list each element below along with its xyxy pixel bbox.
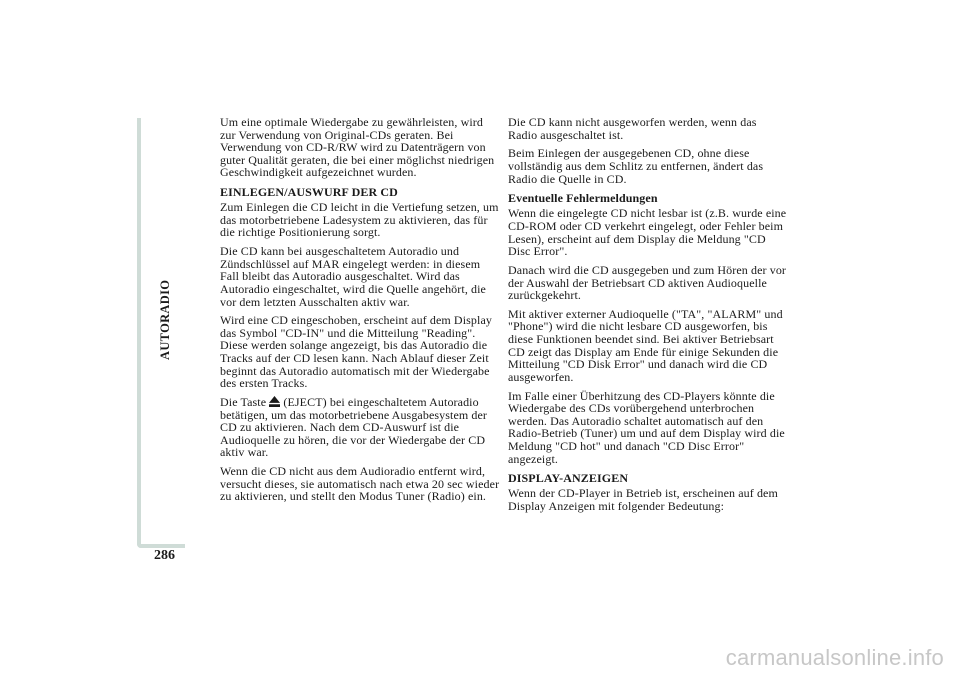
paragraph: Die CD kann bei ausgeschaltetem Autoradio und Zündschlüssel auf MAR eingelegt werden: in diesem Fall bleibt das Autoradio ausgeschaltet. Wird das Autoradio eingeschaltet, wird die Quelle angehört, die vor dem letzten Ausschalten aktiv war. xyxy=(220,244,486,309)
right-column xyxy=(508,116,788,519)
section-heading-display: DISPLAY-ANZEIGEN xyxy=(508,471,629,486)
watermark: carmanualsonline.info xyxy=(725,645,944,670)
paragraph: Mit aktiver externer Audioquelle ("TA", "ALARM" und "Phone") wird die nicht lesbare CD ausgeworfen, bis diese Funktionen beendet sind. Bei aktiver Betriebsart CD zeigt das Display am Ende für einige Sekunden die Mitteilung "CD Disk Error" und danach wird die CD ausgeworfen. xyxy=(508,306,783,384)
side-decorative-line xyxy=(137,118,141,548)
paragraph: Um eine optimale Wiedergabe zu gewährleisten, wird zur Verwendung von Original-CDs geraten. Bei Verwendung von CD-R/RW wird zu Datenträgern von guter Qualität geraten, die bei einer möglichst niedrigen Geschwindigkeit aufgezeichnet wurden. xyxy=(220,115,495,180)
paragraph: Danach wird die CD ausgegeben und zum Hören der vor der Auswahl der Betriebsart CD aktiven Audioquelle zurückgekehrt. xyxy=(508,262,787,303)
eject-icon xyxy=(269,396,280,407)
page-number: 286 xyxy=(154,548,175,563)
subheading-error-messages: Eventuelle Fehlermeldungen xyxy=(508,191,658,206)
paragraph: Zum Einlegen die CD leicht in die Vertiefung setzen, um das motorbetriebene Ladesystem zu aktivieren, das für die richtige Positionierung sorgt. xyxy=(220,200,499,240)
eject-text-after: (EJECT) bei eingeschaltetem Autoradio betätigen, um das motorbetriebene Ausgabesystem der CD zu aktivieren. Nach dem CD-Auswurf ist die Audioquelle zu hören, die vor der Wiedergabe der CD aktiv war. xyxy=(220,395,488,460)
paragraph: Wenn der CD-Player in Betrieb ist, erscheinen auf dem Display Anzeigen mit folgender Bedeutung: xyxy=(508,486,778,513)
paragraph: Beim Einlegen der ausgegebenen CD, ohne diese vollständig aus dem Schlitz zu entfernen, ändert das Radio die Quelle in CD. xyxy=(508,146,764,186)
section-label: AUTORADIO xyxy=(158,279,172,360)
paragraph: Im Falle einer Überhitzung des CD-Players könnte die Wiedergabe des CDs vorübergehend unterbrochen werden. Das Autoradio schaltet automatisch auf den Radio-Betrieb (Tuner) um und auf dem Display wird die Meldung "CD hot" und danach "CD Disc Error" angezeigt. xyxy=(508,388,785,466)
paragraph: Wird eine CD eingeschoben, erscheint auf dem Display das Symbol "CD-IN" und die Mitteilung "Reading". Diese werden solange angezeigt, bis das Autoradio die Tracks auf der CD lesen kann. Nach Ablauf dieser Zeit beginnt das Autoradio automatisch mit der Wiedergabe des ersten Tracks. xyxy=(220,313,492,391)
eject-text-before: Die Taste xyxy=(220,395,267,410)
paragraph: Wenn die CD nicht aus dem Audioradio entfernt wird, versucht dieses, sie automatisch nach etwa 20 sec wieder zu aktivieren, und stellt den Modus Tuner (Radio) ein. xyxy=(220,464,500,504)
paragraph-eject xyxy=(220,396,500,459)
left-column xyxy=(220,116,500,509)
paragraph: Die CD kann nicht ausgeworfen werden, wenn das Radio ausgeschaltet ist. xyxy=(508,115,757,142)
section-heading: EINLEGEN/AUSWURF DER CD xyxy=(220,185,398,200)
paragraph: Wenn die eingelegte CD nicht lesbar ist (z.B. wurde eine CD-ROM oder CD verkehrt eingelegt, oder Fehler beim Lesen), erscheint auf dem Display die Meldung "CD Disc Error". xyxy=(508,206,787,259)
